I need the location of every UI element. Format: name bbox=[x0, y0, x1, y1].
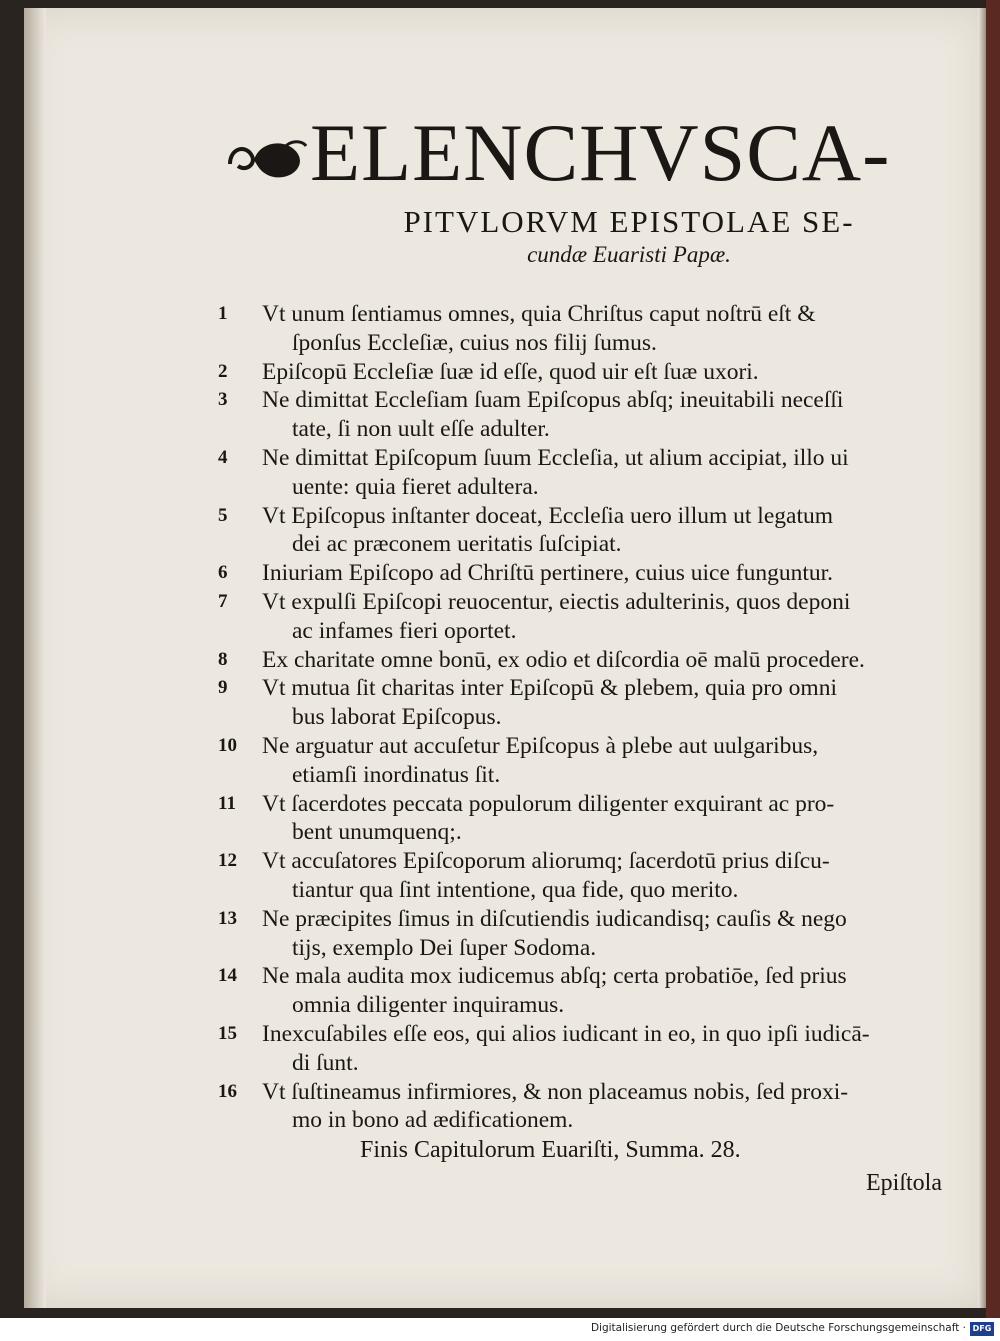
chapter-line-continued: dei ac præconem ueritatis ſuſcipiat. bbox=[292, 531, 622, 558]
chapter-line: Ne mala audita mox iudicemus abſq; certa probatiōe, ſed prius bbox=[262, 963, 847, 990]
chapter-line: Vt Epiſcopus inſtanter doceat, Eccleſia uero illum ut legatum bbox=[262, 502, 833, 529]
chapter-number: 2 bbox=[218, 360, 228, 382]
chapter-item bbox=[218, 905, 954, 963]
chapter-line: Vt ſacerdotes peccata populorum diligenter exquirant ac pro- bbox=[262, 790, 835, 817]
chapter-line-continued: ac infames fieri oportet. bbox=[292, 617, 517, 644]
chapter-number: 1 bbox=[218, 303, 228, 324]
footer-credit: Digitalisierung gefördert durch die Deutsche Forschungsgemeinschaft · bbox=[590, 1322, 966, 1334]
chapter-item bbox=[218, 444, 954, 502]
chapter-number: 3 bbox=[218, 389, 228, 411]
chapter-item bbox=[218, 847, 954, 905]
chapter-line: Vt expulſi Epiſcopi reuocentur, eiectis adulterinis, quos deponi bbox=[262, 588, 851, 615]
chapter-number: 8 bbox=[218, 648, 228, 670]
title-subtitle: PITVLORVM EPISTOLAE SE- bbox=[403, 204, 855, 239]
book-page bbox=[24, 8, 986, 1308]
chapter-number: 6 bbox=[218, 562, 228, 584]
chapter-line: Vt mutua ſit charitas inter Epiſcopū & plebem, quia pro omni bbox=[262, 675, 837, 702]
finis-line: Finis Capitulorum Euariſti, Summa. 28. bbox=[360, 1137, 741, 1164]
chapter-line: Ne dimittat Epiſcopum ſuum Eccleſia, ut alium accipiat, illo ui bbox=[262, 444, 849, 471]
chapter-number: 12 bbox=[218, 850, 237, 872]
chapter-number: 11 bbox=[218, 792, 236, 814]
chapter-number: 9 bbox=[218, 677, 228, 699]
chapter-line: Ne arguatur aut accuſetur Epiſcopus à plebe aut uulgaribus, bbox=[262, 732, 819, 759]
title-subtitle-italic: cundæ Euaristi Papæ. bbox=[527, 242, 731, 267]
chapter-number: 10 bbox=[218, 734, 237, 756]
chapter-item bbox=[218, 962, 954, 1020]
chapter-item bbox=[218, 358, 954, 387]
chapter-line: Vt accuſatores Epiſcoporum aliorumq; ſacerdotū prius diſcu- bbox=[262, 848, 830, 875]
chapter-line: Inexcuſabiles eſſe eos, qui alios iudicant in eo, in quo ipſi iudicā- bbox=[262, 1020, 870, 1047]
chapter-line-continued: mo in bono ad ædificationem. bbox=[292, 1107, 574, 1134]
chapter-line-continued: tiantur qua ſint intentione, qua fide, quo merito. bbox=[292, 876, 739, 903]
book-cover-edge bbox=[986, 0, 1000, 1318]
chapter-item bbox=[218, 502, 954, 560]
chapter-number: 15 bbox=[218, 1022, 237, 1044]
fleuron-ornament-icon bbox=[224, 126, 308, 186]
chapter-number: 14 bbox=[218, 965, 237, 987]
chapter-item bbox=[218, 674, 954, 732]
chapter-line-continued: omnia diligenter inquiramus. bbox=[292, 992, 565, 1019]
chapter-line: Ex charitate omne bonū, ex odio et diſcordia oē malū procedere. bbox=[262, 646, 865, 673]
chapter-line-continued: etiamſi inordinatus ſit. bbox=[292, 761, 501, 788]
catchword: Epiſtola bbox=[866, 1170, 942, 1197]
page-gutter-shadow bbox=[24, 8, 46, 1308]
digitization-footer bbox=[0, 1318, 1000, 1341]
chapter-line: Epiſcopū Eccleſiæ ſuæ id eſſe, quod uir eſt ſuæ uxori. bbox=[262, 358, 759, 385]
chapter-item bbox=[218, 559, 954, 588]
chapter-line-continued: tijs, exemplo Dei ſuper Sodoma. bbox=[292, 934, 597, 961]
chapter-line: Ne præcipites ſimus in diſcutiendis iudicandisq; cauſis & nego bbox=[262, 905, 847, 932]
chapter-line-continued: bus laborat Epiſcopus. bbox=[292, 704, 502, 731]
chapter-line-continued: ſponſus Eccleſiæ, cuius nos filij ſumus. bbox=[292, 329, 657, 356]
chapter-line-continued: tate, ſi non uult eſſe adulter. bbox=[292, 416, 550, 443]
chapter-item bbox=[218, 386, 954, 444]
chapter-list bbox=[218, 300, 954, 1135]
chapter-line-continued: bent unumquenq;. bbox=[292, 819, 462, 846]
chapter-line: Vt unum ſentiamus omnes, quia Chriſtus caput noſtrū eſt & bbox=[262, 301, 816, 327]
chapter-number: 7 bbox=[218, 590, 228, 612]
chapter-item bbox=[218, 1020, 954, 1078]
chapter-line: Ne dimittat Eccleſiam ſuam Epiſcopus abſq; ineuitabili neceſſi bbox=[262, 387, 844, 414]
chapter-number: 16 bbox=[218, 1080, 237, 1102]
title-row bbox=[224, 108, 954, 204]
chapter-line: Iniuriam Epiſcopo ad Chriſtū pertinere, cuius uice funguntur. bbox=[262, 560, 834, 587]
chapter-item bbox=[218, 790, 954, 848]
page-edge bbox=[978, 8, 986, 1308]
chapter-number: 4 bbox=[218, 446, 228, 468]
chapter-number: 5 bbox=[218, 504, 228, 526]
page-title: ELENCHVSCA- bbox=[310, 107, 891, 198]
chapter-item bbox=[218, 588, 954, 646]
page-content bbox=[218, 107, 954, 1197]
chapter-item bbox=[218, 1078, 954, 1136]
chapter-number: 13 bbox=[218, 907, 237, 929]
chapter-line: Vt ſuſtineamus infirmiores, & non placeamus nobis, ſed proxi- bbox=[262, 1078, 849, 1105]
chapter-item bbox=[218, 300, 954, 358]
chapter-item bbox=[218, 646, 954, 675]
chapter-line-continued: di ſunt. bbox=[292, 1049, 359, 1076]
chapter-line-continued: uente: quia fieret adultera. bbox=[292, 473, 539, 500]
chapter-item bbox=[218, 732, 954, 790]
dfg-logo-icon: DFG bbox=[970, 1322, 994, 1336]
